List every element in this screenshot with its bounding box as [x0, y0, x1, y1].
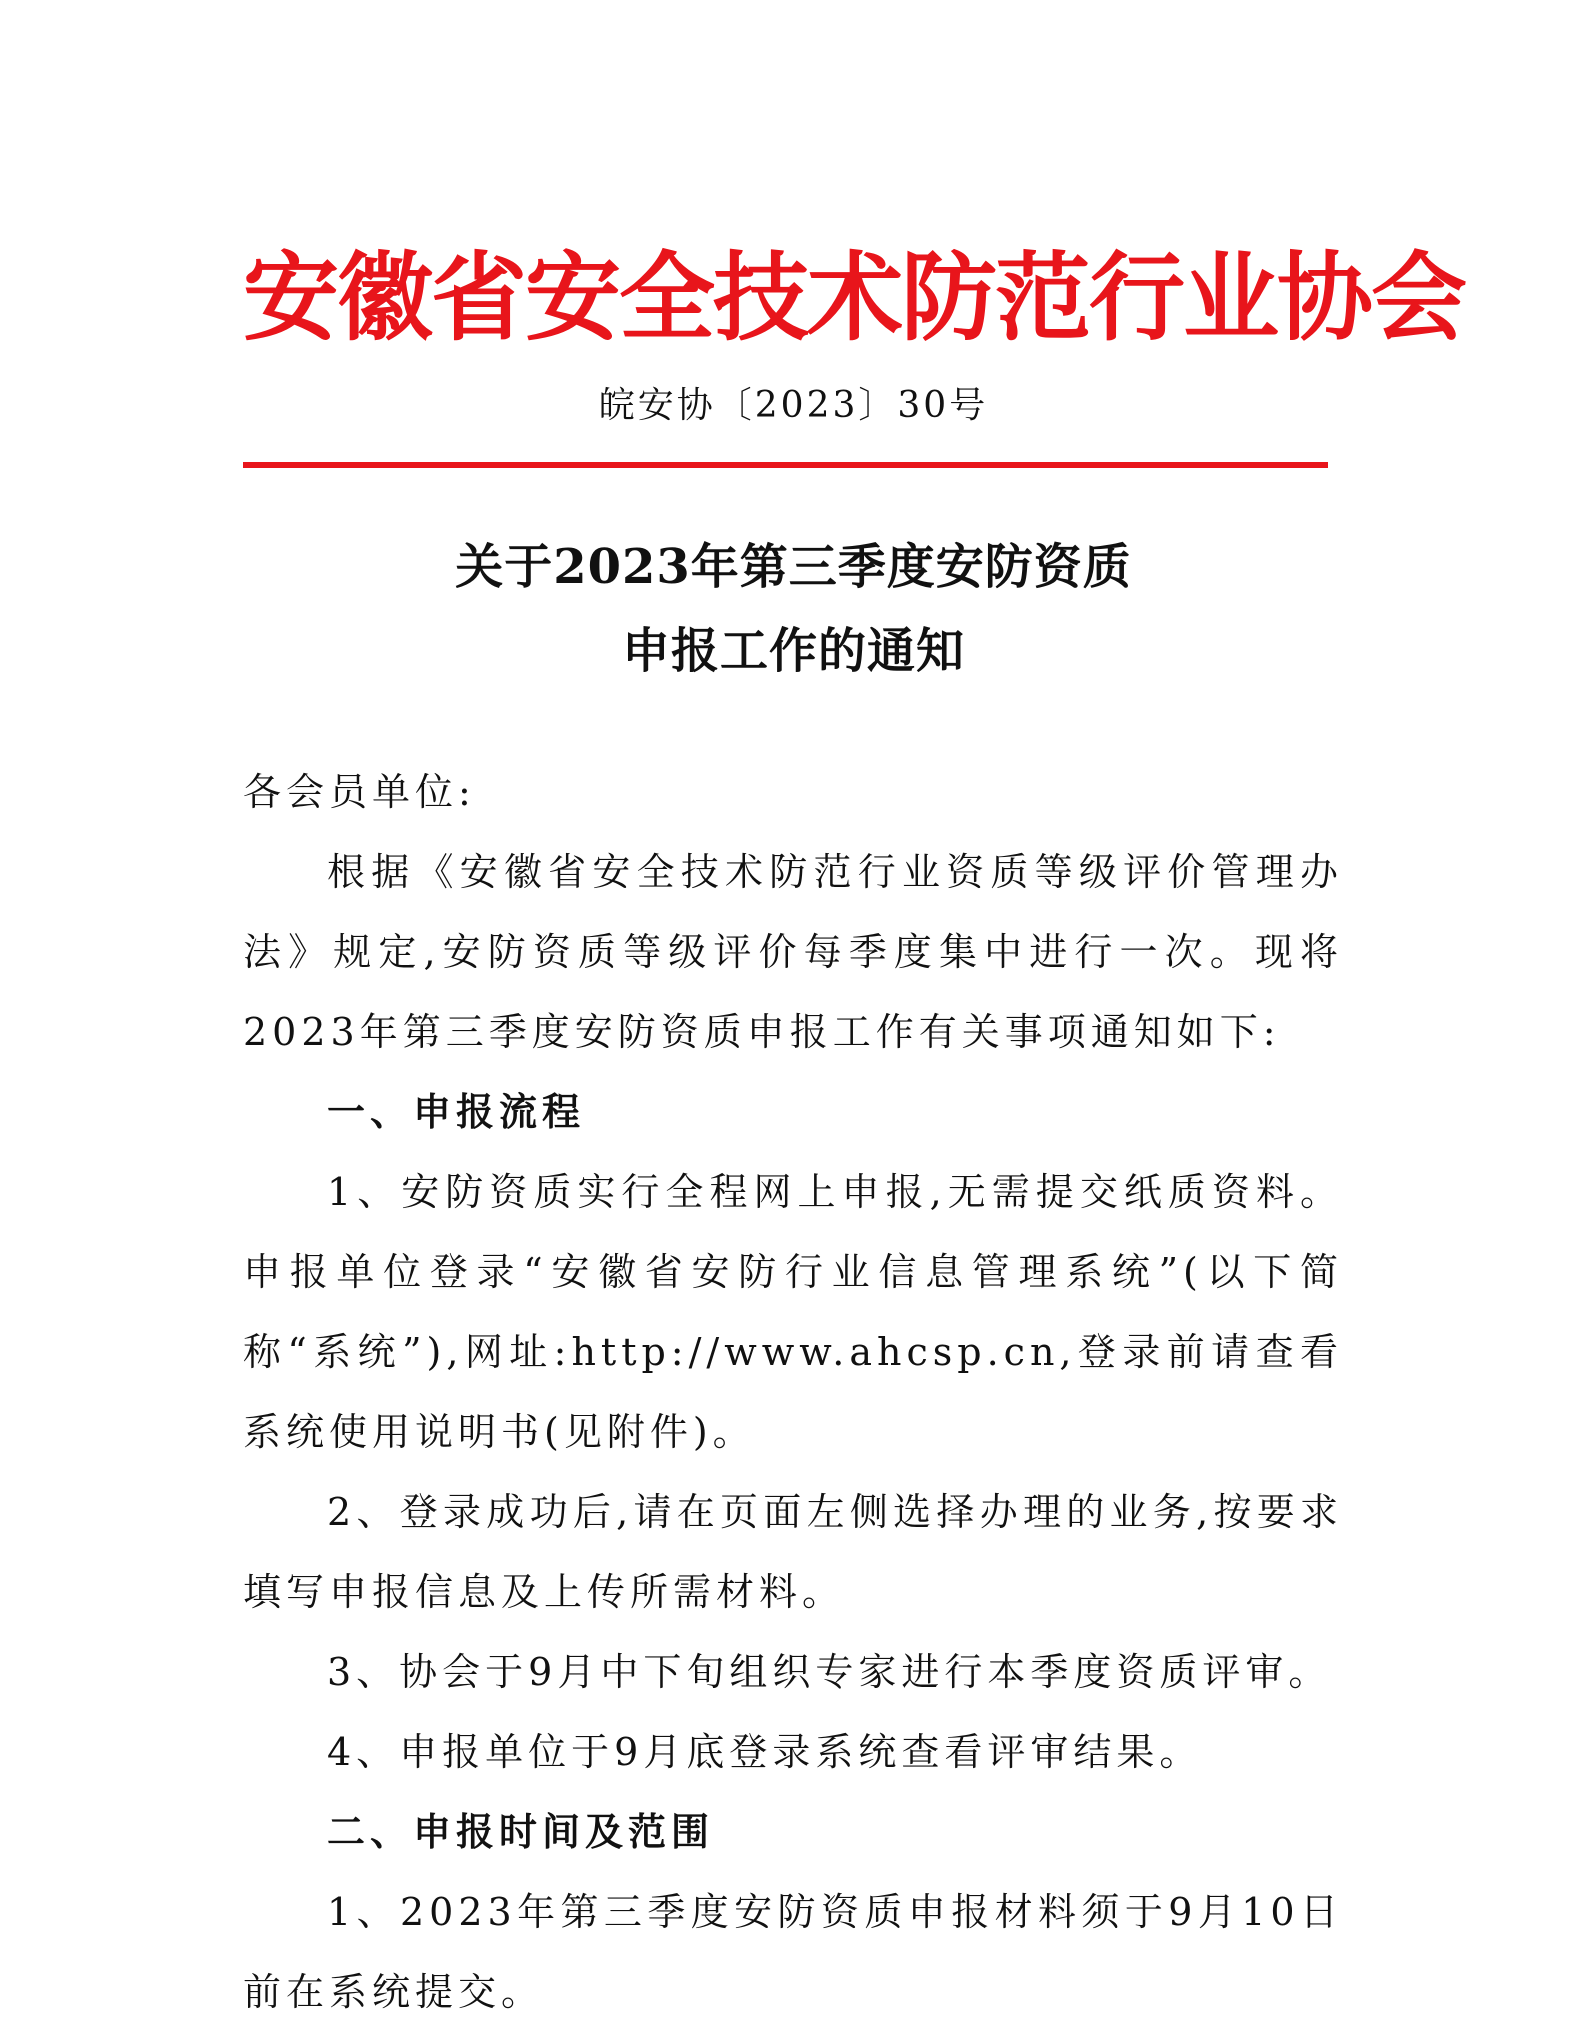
section-1-heading: 一、申报流程 — [327, 1090, 586, 1134]
notice-body — [243, 752, 1343, 2032]
notice-title-line-1: 关于2023年第三季度安防资质 — [455, 539, 1132, 595]
red-divider — [243, 462, 1328, 468]
section-1-item: 1、安防资质实行全程网上申报,无需提交纸质资料。申报单位登录“安徽省安防行业信息管理系统”(以下简称“系统”),网址:http://www.ahcsp.cn,登录前请查看系统使用说明书(见附件)。 — [243, 1170, 1343, 1454]
section-2-heading: 二、申报时间及范围 — [327, 1810, 715, 1854]
organization-header: 安徽省安全技术防范行业协会 — [243, 242, 1465, 354]
notice-title-line-2: 申报工作的通知 — [621, 623, 965, 679]
section-1-item: 2、登录成功后,请在页面左侧选择办理的业务,按要求填写申报信息及上传所需材料。 — [243, 1490, 1343, 1614]
document-number: 皖安协〔2023〕30号 — [598, 385, 989, 426]
salutation: 各会员单位: — [243, 770, 476, 814]
section-2-item: 1、2023年第三季度安防资质申报材料须于9月10日前在系统提交。 — [243, 1890, 1343, 2014]
notice-title — [0, 525, 1587, 693]
section-1-item: 3、协会于9月中下旬组织专家进行本季度资质评审。 — [327, 1650, 1332, 1694]
intro-paragraph: 根据《安徽省安全技术防范行业资质等级评价管理办法》规定,安防资质等级评价每季度集中进行一次。现将2023年第三季度安防资质申报工作有关事项通知如下: — [243, 850, 1343, 1054]
section-1-item: 4、申报单位于9月底登录系统查看评审结果。 — [327, 1730, 1203, 1774]
